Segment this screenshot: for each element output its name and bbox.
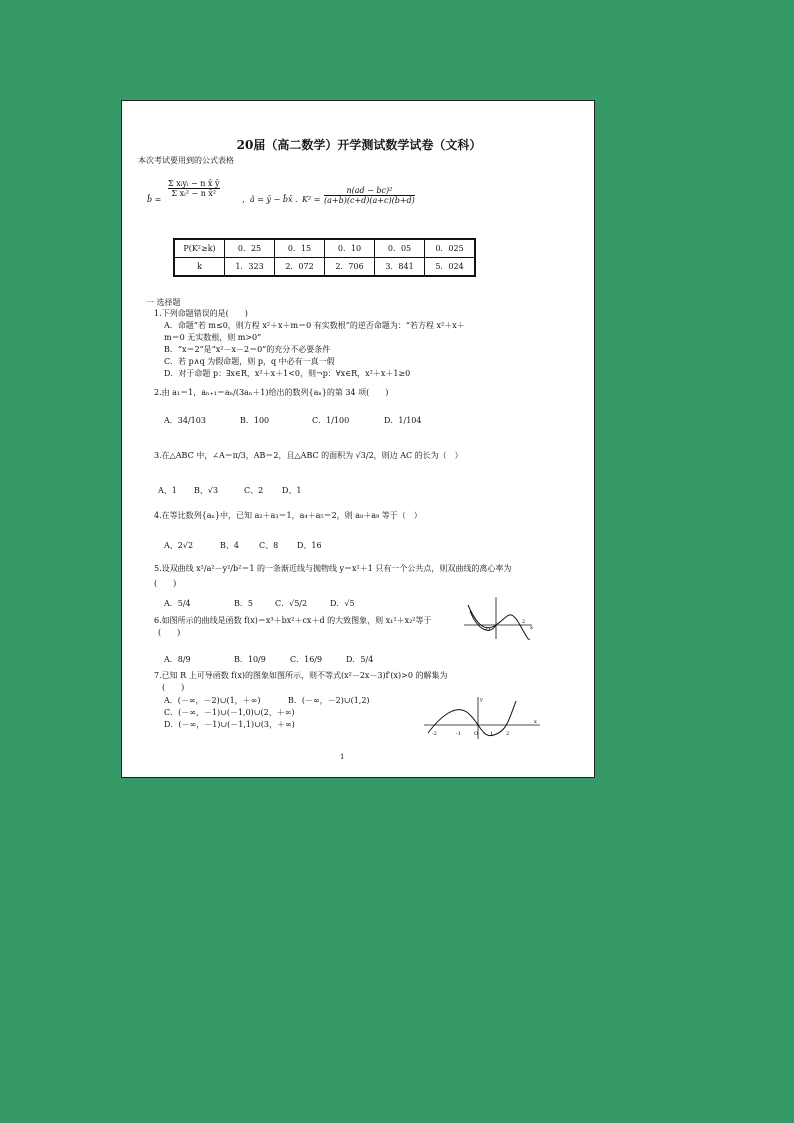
question-3-option-d: D、1 bbox=[282, 486, 302, 495]
question-6-option-c: C．16/9 bbox=[290, 655, 323, 664]
section-heading: 一 选择题 bbox=[146, 298, 181, 307]
table-cell: 2．072 bbox=[275, 258, 325, 277]
a-hat-formula: ，â = ȳ − b̂x̄ ． bbox=[242, 195, 304, 204]
question-6-option-a: A．8/9 bbox=[164, 655, 191, 664]
question-3-option-c: C、2 bbox=[244, 486, 264, 495]
page-title: 20届（高二数学）开学测试数学试卷（文科） bbox=[236, 138, 482, 152]
k2-fraction bbox=[324, 186, 415, 205]
question-6-paren: ( ) bbox=[158, 628, 181, 637]
question-2-option-b: B．100 bbox=[240, 416, 270, 425]
table-row bbox=[174, 258, 475, 277]
question-2-option-a: A．34/103 bbox=[164, 416, 206, 425]
question-5-option-a: A．5/4 bbox=[164, 599, 191, 608]
question-7-stem: 7.已知 R 上可导函数 f(x)的图象如图所示，则不等式(x²－2x－3)f′(x)>0 的解集为 bbox=[154, 671, 448, 680]
critical-value-table bbox=[173, 238, 476, 277]
question-6-stem: 6.如图所示的曲线是函数 f(x)＝x³＋bx²＋cx＋d 的大致图象，则 x₁²＋x₂²等于 bbox=[154, 616, 432, 625]
cubic-function-graph bbox=[462, 595, 534, 641]
svg-text:-1: -1 bbox=[456, 731, 461, 737]
question-2-option-c: C．1/100 bbox=[312, 416, 350, 425]
question-7-option-d: D．(－∞，－1)∪(－1,1)∪(3，＋∞) bbox=[164, 720, 295, 729]
k2-label: K² = bbox=[302, 195, 321, 204]
svg-text:y: y bbox=[480, 697, 483, 703]
b-hat-denominator: Σ xᵢ² − n x̄² bbox=[171, 189, 217, 198]
table-header-cell: k bbox=[174, 258, 225, 277]
question-4-option-b: B、4 bbox=[220, 541, 239, 550]
b-hat-numerator: Σ xᵢyᵢ − n x̄ ȳ bbox=[168, 179, 220, 188]
svg-text:x: x bbox=[534, 719, 537, 725]
formula-caption: 本次考试要用到的公式表格 bbox=[138, 156, 234, 165]
k2-denominator: (a+b)(c+d)(a+c)(b+d) bbox=[324, 196, 415, 205]
table-row bbox=[174, 239, 475, 258]
k2-numerator: n(ad − bc)² bbox=[324, 186, 415, 196]
exam-page bbox=[121, 100, 595, 778]
svg-text:2: 2 bbox=[522, 619, 526, 625]
b-hat-label: b̂ = bbox=[147, 195, 162, 204]
svg-text:O: O bbox=[474, 731, 479, 737]
page-number: 1 bbox=[340, 753, 345, 761]
table-cell: 2．706 bbox=[325, 258, 375, 277]
question-4-option-c: C、8 bbox=[259, 541, 279, 550]
svg-text:O: O bbox=[486, 627, 491, 633]
question-7-option-b: B．(－∞，－2)∪(1,2) bbox=[288, 696, 370, 705]
svg-text:2: 2 bbox=[506, 731, 510, 737]
question-7-option-c: C．(－∞，－1)∪(－1,0)∪(2，＋∞) bbox=[164, 708, 295, 717]
derivative-function-graph bbox=[422, 695, 542, 741]
table-cell: 5．024 bbox=[425, 258, 476, 277]
question-3-option-b: B、√3 bbox=[194, 486, 219, 495]
table-cell: 0．25 bbox=[225, 239, 275, 258]
question-5-option-d: D．√5 bbox=[330, 599, 355, 608]
question-6-option-d: D．5/4 bbox=[346, 655, 374, 664]
question-3-stem: 3.在△ABC 中，∠A＝π/3，AB＝2，且△ABC 的面积为 √3/2，则边 AC 的长为（ ） bbox=[154, 451, 463, 460]
question-5-paren: ( ) bbox=[154, 579, 177, 588]
question-5-option-c: C．√5/2 bbox=[275, 599, 308, 608]
question-7-option-a: A．(－∞，－2)∪(1，＋∞) bbox=[164, 696, 261, 705]
question-4-option-a: A、2√2 bbox=[164, 541, 194, 550]
question-1-option-c: C．若 p∧q 为假命题，则 p，q 中必有一真一假 bbox=[164, 357, 335, 366]
b-hat-fraction bbox=[168, 179, 220, 198]
question-3-option-a: A、1 bbox=[158, 486, 177, 495]
question-1-option-a-cont: m＝0 无实数根，则 m>0” bbox=[164, 333, 262, 342]
question-1-option-a: A．命题“若 m≤0，则方程 x²＋x＋m＝0 有实数根”的逆否命题为：“若方程 x²＋x＋ bbox=[164, 321, 465, 330]
question-2-option-d: D．1/104 bbox=[384, 416, 422, 425]
question-5-stem: 5.设双曲线 x²/a²－y²/b²＝1 的一条渐近线与抛物线 y＝x²＋1 只有一个公共点，则双曲线的离心率为 bbox=[154, 564, 512, 573]
table-cell: 3．841 bbox=[375, 258, 425, 277]
question-1-option-b: B．“x＝2”是“x²－x－2＝0”的充分不必要条件 bbox=[164, 345, 331, 354]
question-1-stem: 1.下列命题错误的是( ) bbox=[154, 309, 248, 318]
svg-text:-2: -2 bbox=[432, 731, 437, 737]
table-cell: 1．323 bbox=[225, 258, 275, 277]
table-cell: 0．05 bbox=[375, 239, 425, 258]
question-5-option-b: B．5 bbox=[234, 599, 253, 608]
formula-block bbox=[144, 173, 584, 228]
table-cell: 0．10 bbox=[325, 239, 375, 258]
svg-text:x: x bbox=[530, 625, 533, 631]
table-cell: 0．025 bbox=[425, 239, 476, 258]
table-header-cell: P(K²≥k) bbox=[174, 239, 225, 258]
question-1-option-d: D．对于命题 p：∃x∈R，x²＋x＋1<0，则¬p：∀x∈R，x²＋x＋1≥0 bbox=[164, 369, 411, 378]
question-7-paren: ( ) bbox=[162, 683, 185, 692]
question-2-stem: 2.由 a₁＝1，aₙ₊₁＝aₙ/(3aₙ＋1)给出的数列{aₙ}的第 34 项( ) bbox=[154, 388, 389, 397]
question-4-option-d: D、16 bbox=[297, 541, 322, 550]
question-4-stem: 4.在等比数列{aₙ}中，已知 a₂＋a₃＝1，a₄＋a₅＝2，则 a₈＋a₉ 等于（ ） bbox=[154, 511, 422, 520]
table-cell: 0．15 bbox=[275, 239, 325, 258]
svg-text:1: 1 bbox=[490, 731, 494, 737]
question-6-option-b: B．10/9 bbox=[234, 655, 266, 664]
